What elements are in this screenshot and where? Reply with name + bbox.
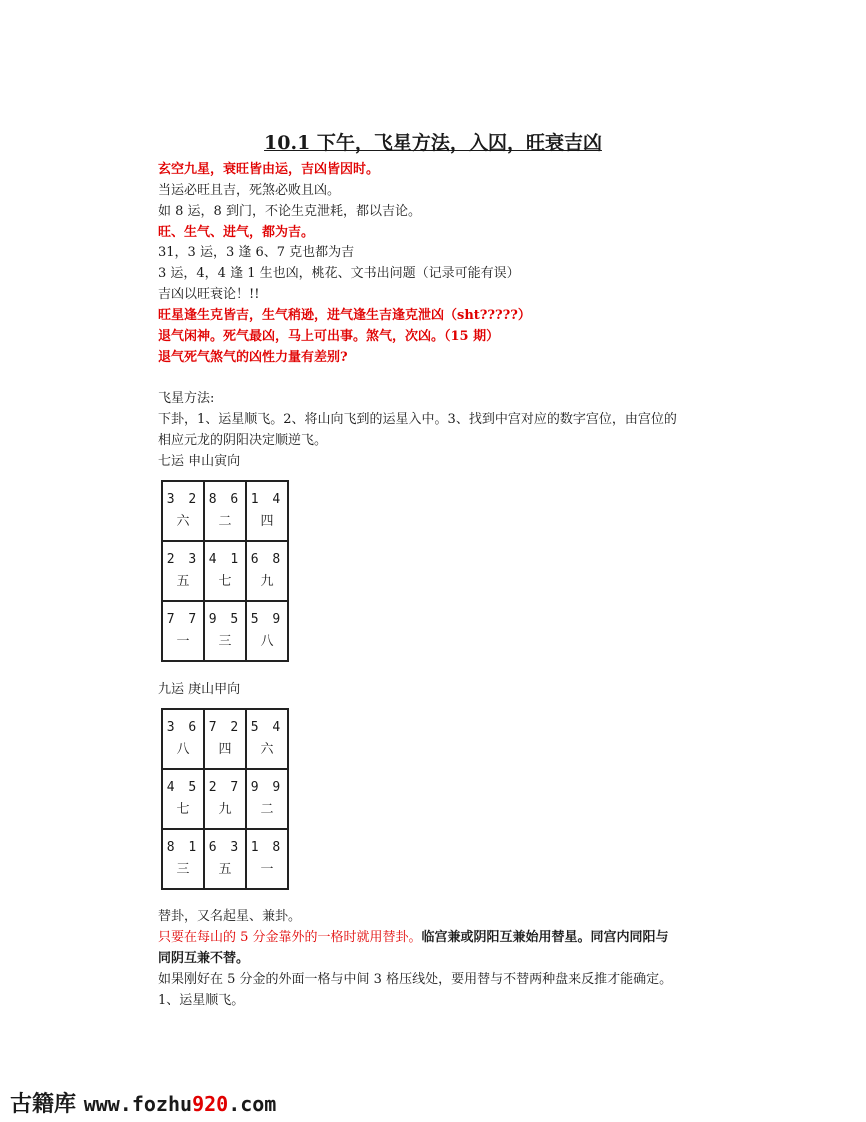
palace-cell: 9 5 三 xyxy=(204,601,246,661)
text-line: 退气死气煞气的凶性力量有差别? xyxy=(158,350,348,365)
palace-cell: 3 2 六 xyxy=(162,481,204,541)
flying-star-chart xyxy=(161,480,289,662)
footer-brand: 古籍库 xyxy=(10,1092,77,1117)
palace-cell: 3 6 八 xyxy=(162,709,204,769)
palace-cell: 6 8 九 xyxy=(246,541,288,601)
tigua-red-text: 只要在每山的 5 分金靠外的一格时就用替卦。 xyxy=(158,930,422,945)
chart-label: 九运 庚山甲向 xyxy=(158,682,241,697)
text-line: 31，3 运，3 逢 6、7 克也都为吉 xyxy=(158,245,355,260)
palace-cell: 5 9 八 xyxy=(246,601,288,661)
palace-cell: 9 9 二 xyxy=(246,769,288,829)
palace-cell: 1 4 四 xyxy=(246,481,288,541)
tigua-line: 如果刚好在 5 分金的外面一格与中间 3 格压线处，要用替与不替两种盘来反推才能确定。 xyxy=(158,972,673,987)
palace-cell: 2 7 九 xyxy=(204,769,246,829)
tigua-line: 同阴互兼不替。 xyxy=(158,951,250,966)
palace-cell: 4 1 七 xyxy=(204,541,246,601)
tigua-line xyxy=(158,929,669,947)
flying-star-chart xyxy=(161,708,289,890)
palace-cell: 1 8 一 xyxy=(246,829,288,889)
method-heading: 飞星方法: xyxy=(158,391,215,406)
palace-cell: 8 6 二 xyxy=(204,481,246,541)
palace-cell: 7 7 一 xyxy=(162,601,204,661)
method-line: 相应元龙的阴阳决定顺逆飞。 xyxy=(158,433,328,448)
palace-cell: 2 3 五 xyxy=(162,541,204,601)
text-line: 玄空九星，衰旺皆由运，吉凶皆因时。 xyxy=(158,162,380,177)
palace-cell: 5 4 六 xyxy=(246,709,288,769)
text-line: 旺、生气、进气，都为吉。 xyxy=(158,225,315,240)
palace-cell: 6 3 五 xyxy=(204,829,246,889)
text-line: 旺星逢生克皆吉，生气稍逊，进气逢生吉逢克泄凶（sht?????） xyxy=(158,308,531,323)
palace-cell: 8 1 三 xyxy=(162,829,204,889)
text-line: 3 运，4，4 逢 1 生也凶，桃花、文书出问题（记录可能有误） xyxy=(158,266,520,281)
tigua-line: 替卦，又名起星、兼卦。 xyxy=(158,909,302,924)
palace-cell: 4 5 七 xyxy=(162,769,204,829)
footer-watermark xyxy=(10,1087,276,1118)
tigua-bold-text: 临宫兼或阴阳互兼始用替星。同宫内同阳与 xyxy=(421,930,669,945)
text-line: 吉凶以旺衰论！!! xyxy=(158,287,260,302)
text-line: 如 8 运，8 到门，不论生克泄耗，都以吉论。 xyxy=(158,204,421,219)
tigua-line: 1、运星顺飞。 xyxy=(158,993,245,1008)
text-line: 退气闲神。死气最凶，马上可出事。煞气，次凶。（15 期） xyxy=(158,329,500,344)
footer-url: www.fozhu920.com xyxy=(83,1092,277,1116)
chart-label: 七运 申山寅向 xyxy=(158,454,241,469)
text-line: 当运必旺且吉，死煞必败且凶。 xyxy=(158,183,341,198)
page-title: 10.1 下午，飞星方法，入囚，旺衰吉凶 xyxy=(264,132,602,154)
method-line: 下卦，1、运星顺飞。2、将山向飞到的运星入中。3、找到中宫对应的数字宫位，由宫位的 xyxy=(158,412,677,427)
palace-cell: 7 2 四 xyxy=(204,709,246,769)
